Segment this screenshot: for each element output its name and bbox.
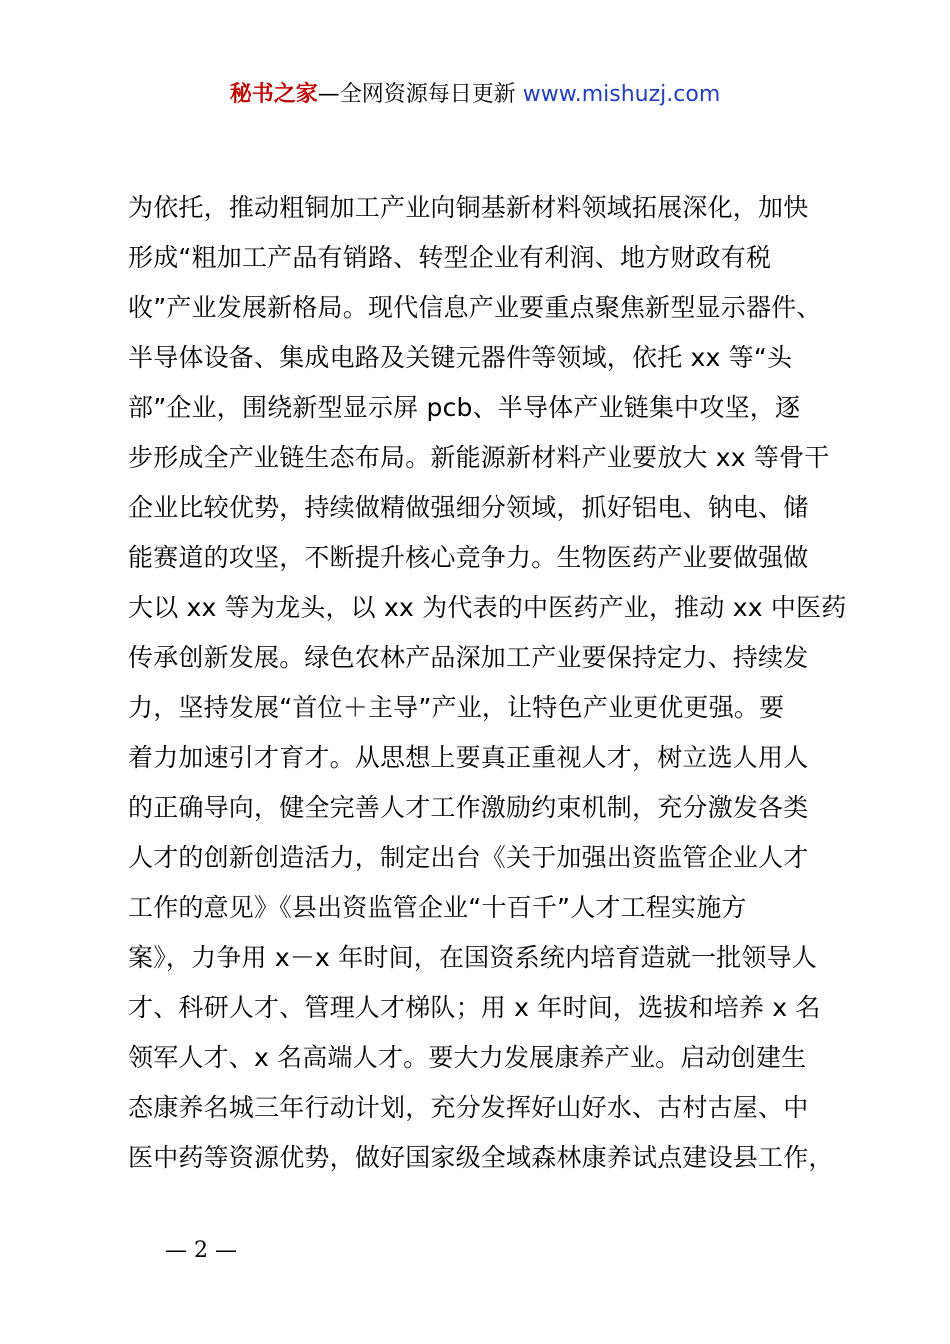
body-line: 为依托，推动粗铜加工产业向铜基新材料领域拓展深化，加快 [128, 193, 809, 222]
document-body [128, 183, 847, 1183]
body-line: 人才的创新创造活力，制定出台《关于加强出资监管企业人才 [128, 843, 809, 872]
body-line: 半导体设备、集成电路及关键元器件等领域，依托 xx 等“头 [128, 343, 793, 372]
body-line: 传承创新发展。绿色农林产品深加工产业要保持定力、持续发 [128, 643, 809, 672]
body-line: 能赛道的攻坚，不断提升核心竞争力。生物医药产业要做强做 [128, 543, 809, 572]
body-line: 收”产业发展新格局。现代信息产业要重点聚焦新型显示器件、 [128, 293, 822, 322]
body-line: 领军人才、x 名高端人才。要大力发展康养产业。启动创建生 [128, 1043, 807, 1072]
body-line: 着力加速引才育才。从思想上要真正重视人才，树立选人用人 [128, 743, 809, 772]
body-line: 大以 xx 等为龙头，以 xx 为代表的中医药产业，推动 xx 中医药 [128, 593, 847, 622]
body-line: 工作的意见》《县出资监管企业“十百千”人才工程实施方 [128, 893, 747, 922]
body-line: 态康养名城三年行动计划，充分发挥好山好水、古村古屋、中 [128, 1093, 809, 1122]
body-line: 力，坚持发展“首位＋主导”产业，让特色产业更优更强。要 [128, 693, 785, 722]
body-line: 才、科研人才、管理人才梯队；用 x 年时间，选拔和培养 x 名 [128, 993, 821, 1022]
page-number: — 2 — [165, 1238, 237, 1263]
body-line: 医中药等资源优势，做好国家级全域森林康养试点建设县工作， [128, 1143, 834, 1172]
page-header [0, 78, 950, 112]
body-line: 部”企业，围绕新型显示屏 pcb、半导体产业链集中攻坚，逐 [128, 393, 801, 422]
body-line: 案》，力争用 x－x 年时间，在国资系统内培育造就一批领导人 [128, 943, 817, 972]
body-line: 的正确导向，健全完善人才工作激励约束机制，充分激发各类 [128, 793, 809, 822]
body-line: 步形成全产业链生态布局。新能源新材料产业要放大 xx 等骨干 [128, 443, 830, 472]
body-line: 企业比较优势，持续做精做强细分领域，抓好铝电、钠电、储 [128, 493, 809, 522]
brand-name: 秘书之家 [229, 82, 318, 107]
site-url-link[interactable]: www.mishuzj.com [522, 82, 721, 107]
body-line: 形成“粗加工产品有销路、转型企业有利润、地方财政有税 [128, 243, 772, 272]
header-tagline: —全网资源每日更新 [317, 82, 516, 107]
